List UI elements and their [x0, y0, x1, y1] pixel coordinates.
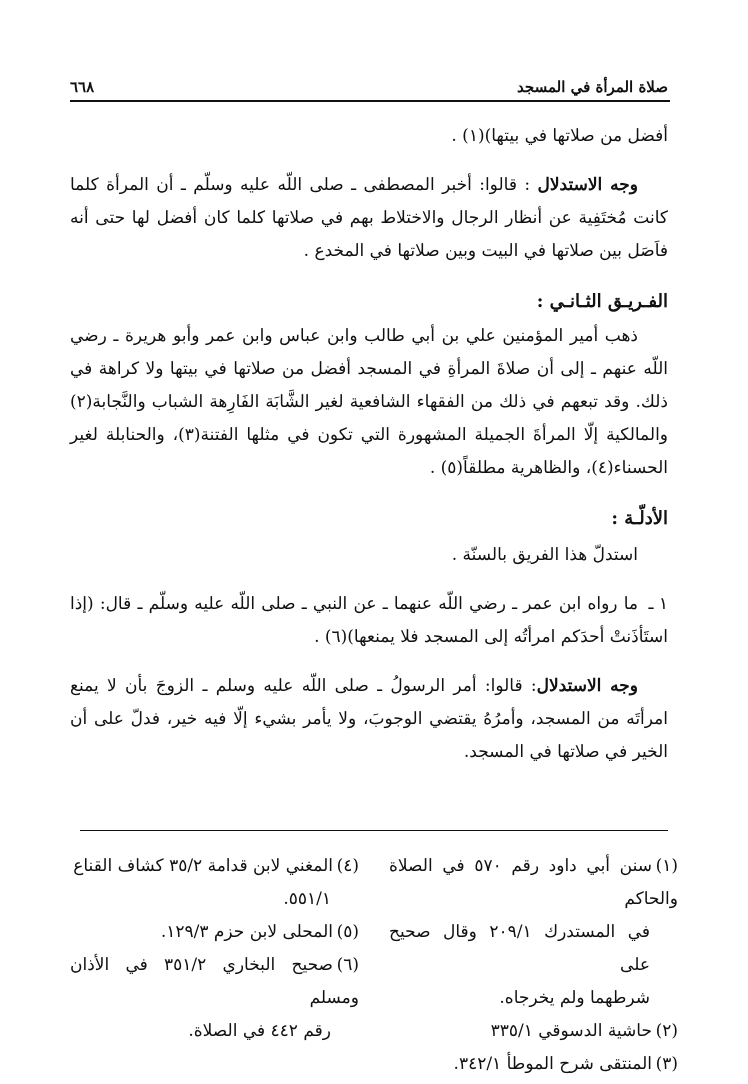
- paragraph-5: [70, 670, 668, 769]
- paragraph-3: ذهب أمير المؤمنين علي بن أبي طالب وابن عباس وابن عمر وأبو هريرة ـ رضي اللّه عنهم ـ إلى أن صلاةَ المرأةِ في المسجد أفضل من صلاتها في بيتها ولا كراهة في ذلك. وقد تبعهم في ذلك من الفقهاء الشافعية لغير الشَّابَة الفَارِهة الشباب والنَّجابة(٢) والمالكية إلّا المرأةَ الجميلة المشهورة التي تكون في مثلها الفتنة(٣)، والحنابلة لغير الحسناء(٤)، والظاهرية مطلقاً(٥) .: [70, 326, 668, 478]
- footnote-line: (٣)المنتقى شرح الموطأ ٣٤٢/١.: [453, 1054, 678, 1074]
- heading-second-group: الفـريـق الثـانـي :: [536, 291, 668, 312]
- paragraph-1: أفضل من صلاتها في بيتها)(١) .: [451, 126, 668, 146]
- footnote-line: في المستدرك ٢٠٩/١ وقال صحيح على: [389, 922, 651, 975]
- footnotes-right-column: [389, 850, 678, 1081]
- footnotes-left-column: [70, 850, 359, 1081]
- footnote-line: شرطهما ولم يخرجاه.: [499, 988, 650, 1008]
- footnotes: [70, 850, 678, 1081]
- paragraph-5-text: : قالوا: أمر الرسولُ ـ صلى اللّه عليه وسلم ـ الزوجَ بأن لا يمنع امرأتَه من المسجد، وأمرُهُ يقتضي الوجوبَ، ولا يأمر بشيء إلّا فيه خير، فدلّ على أن الخير في صلاتها في المسجد.: [70, 676, 668, 762]
- paragraph-4: استدلّ هذا الفريق بالسنّة .: [451, 545, 638, 565]
- footnote-line: (٢)حاشية الدسوقي ٣٣٥/١: [490, 1021, 678, 1041]
- footnote-rule: [80, 830, 668, 831]
- heading-evidence: الأدلّـة :: [611, 508, 668, 529]
- footnote-line: رقم ٤٤٢ في الصلاة.: [188, 1021, 331, 1041]
- page-number: ٦٦٨: [70, 78, 95, 96]
- footnote-line: (٦)صحيح البخاري ٣٥١/٢ في الأذان ومسلم: [70, 955, 359, 1008]
- header-rule: [70, 100, 670, 102]
- list-item-text: ما رواه ابن عمر ـ رضي اللّه عنهما ـ عن النبي ـ صلى اللّه عليه وسلّم ـ قال: (إذا استَأذَنتْ أحدَكم امرأتُه إلى المسجد فلا يمنعها)(٦) .: [70, 594, 668, 647]
- list-item-number: ١ ـ: [648, 594, 668, 614]
- inference-label: وجه الاستدلال: [536, 676, 639, 696]
- main-text: [70, 120, 668, 769]
- paragraph-2: [70, 169, 668, 268]
- footnote-line: (٤)المغني لابن قدامة ٣٥/٢ كشاف القناع: [73, 856, 359, 876]
- footnote-line: (١)سنن أبي داود رقم ٥٧٠ في الصلاة والحاكم: [389, 856, 678, 909]
- paragraph-2-text: : قالوا: أخبر المصطفى ـ صلى اللّه عليه وسلّم ـ أن المرأة كلما كانت مُختَفِية عن أنظار الرجال والاختلاط بهم في صلاتها كلما كان أفضل لها حتى أنه فاَصَل بين صلاتها في البيت وبين صلاتها في المخدع .: [70, 175, 668, 261]
- list-item-1: [70, 588, 668, 654]
- footnote-line: (٥)المحلى لابن حزم ١٢٩/٣.: [160, 922, 359, 942]
- running-title: صلاة المرأة في المسجد: [517, 78, 668, 96]
- footnote-line: ٥٥١/١.: [283, 889, 331, 909]
- running-header: [70, 72, 668, 96]
- inference-label: وجه الاستدلال: [537, 175, 638, 195]
